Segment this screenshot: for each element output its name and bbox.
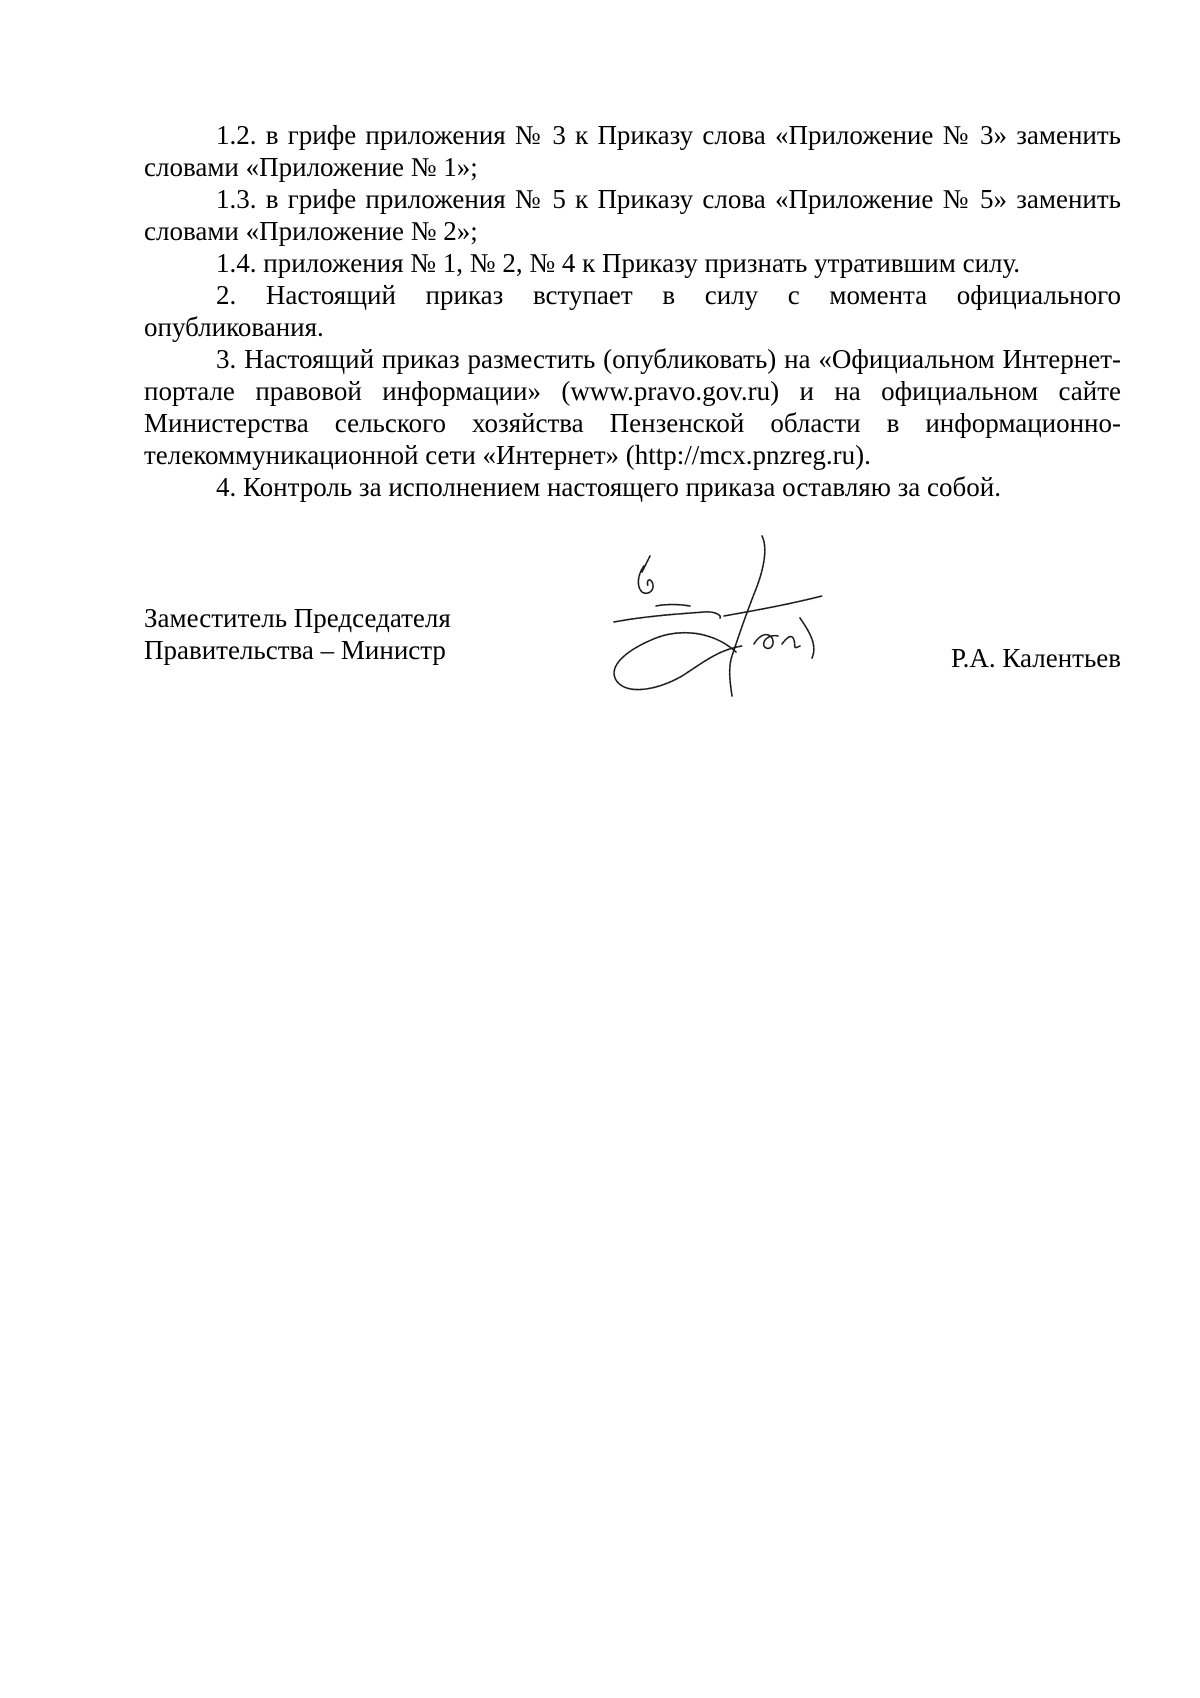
signer-title-line-1: Заместитель Председателя — [144, 603, 451, 633]
signer-title-line-2: Правительства – Министр — [144, 635, 446, 665]
signer-name: Р.А. Калентьев — [950, 643, 1121, 673]
signature-block — [144, 602, 1121, 712]
paragraph-2: 2. Настоящий приказ вступает в силу с момента официального опубликования. — [144, 280, 1121, 342]
paragraph-1-2: 1.2. в грифе приложения № 3 к Приказу слова «Приложение № 3» заменить словами «Приложение № 1»; — [144, 120, 1121, 182]
paragraph-1-3: 1.3. в грифе приложения № 5 к Приказу слова «Приложение № 5» заменить словами «Приложение № 2»; — [144, 184, 1121, 246]
document-body — [144, 119, 1121, 503]
paragraph-3: 3. Настоящий приказ разместить (опубликовать) на «Официальном Интернет-портале правовой информации» (www.pravo.gov.ru) и на официальном сайте Министерства сельского хозяйства Пензенской области в информационно-телекоммуникационной сети «Интернет» (http://mcx.pnzreg.ru). — [144, 344, 1121, 470]
handwritten-signature — [586, 534, 846, 709]
paragraph-1-4: 1.4. приложения № 1, № 2, № 4 к Приказу признать утратившим силу. — [216, 248, 1021, 278]
signer-title — [144, 602, 564, 666]
paragraph-4: 4. Контроль за исполнением настоящего приказа оставляю за собой. — [216, 472, 1001, 502]
